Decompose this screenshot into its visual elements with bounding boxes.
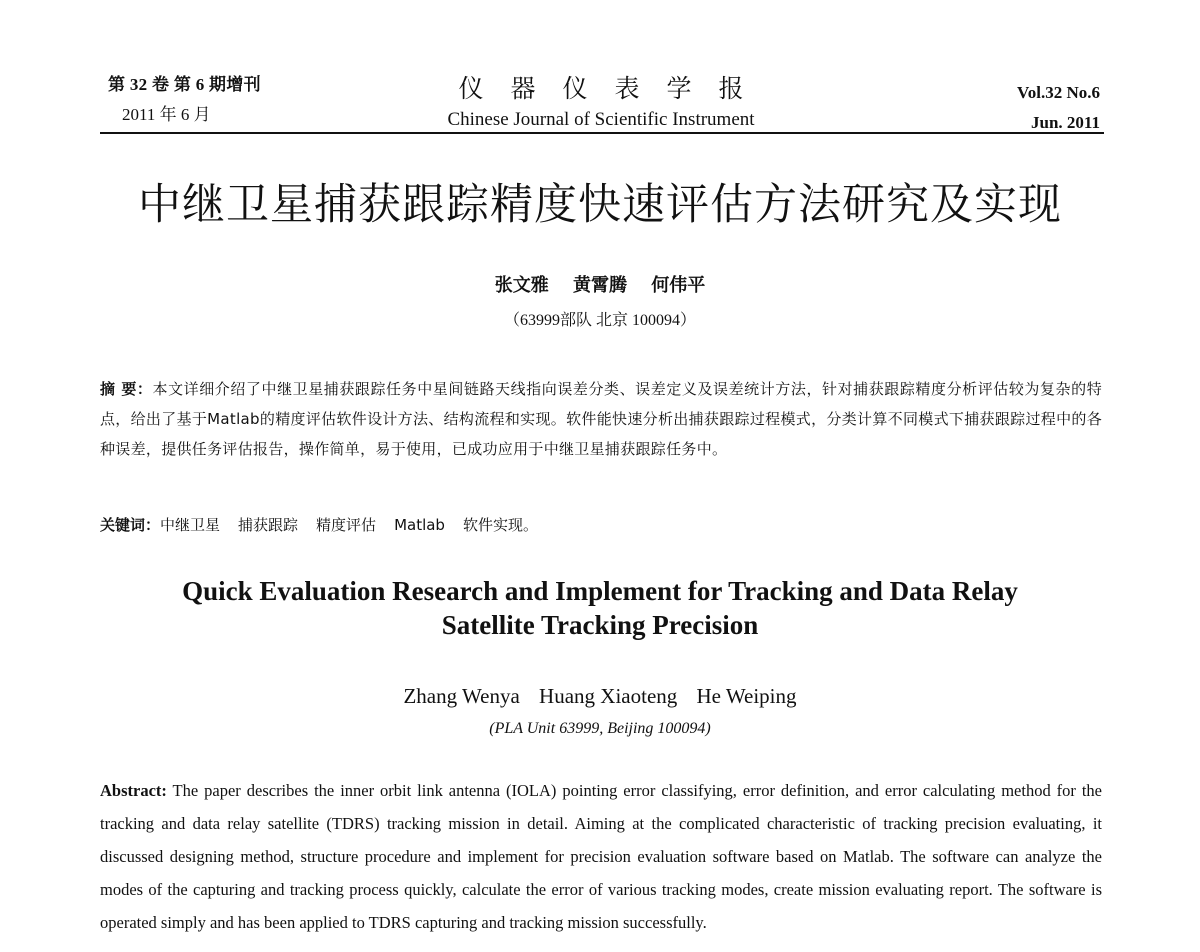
keyword-cn: 捕获跟踪 [238,516,299,534]
keywords-cn [100,512,1102,538]
article-title-en-line1: Quick Evaluation Research and Implement for Tracking and Data Relay [182,576,1018,606]
keyword-cn: Matlab [394,516,445,534]
author-en: He Weiping [696,684,797,708]
article-title-en-line2: Satellite Tracking Precision [441,610,759,640]
keyword-cn: 中继卫星 [160,516,221,534]
author-en: Zhang Wenya [403,684,520,708]
article-title-cn: 中继卫星捕获跟踪精度快速评估方法研究及实现 [138,180,1062,230]
author-en: Huang Xiaoteng [539,684,678,708]
keyword-cn: 软件实现。 [462,516,538,534]
abstract-text-cn: 本文详细介绍了中继卫星捕获跟踪任务中星间链路天线指向误差分类、误差定义及误差统计方法，针对捕获跟踪精度分析评估较为复杂的特点，给出了基于Matlab的精度评估软件设计方法、结构流程和实现。软件能快速分析出捕获跟踪过程模式，分类计算不同模式下捕获跟踪过程中的各种误差，提供任务评估报告，操作简单，易于使用，已成功应用于中继卫星捕获跟踪任务中。 [100,380,1102,458]
header-volume-issue: 第 32 卷 第 6 期增刊 [108,75,261,94]
abstract-label-en: Abstract: [100,781,167,800]
header-date-en: Jun. 2011 [1031,113,1100,132]
header-journal-name [100,74,1102,132]
author-cn: 张文雅 [494,275,549,296]
authors-cn [0,274,1200,298]
journal-name-en: Chinese Journal of Scientific Instrument [447,109,755,130]
article-title-en [0,574,1200,642]
journal-name-cn: 仪器仪表学报 [458,74,771,103]
abstract-label-cn: 摘 要： [100,380,153,398]
header-rule [100,132,1104,134]
header-vol-info [1017,74,1100,134]
running-header [100,74,1102,132]
header-volume-en: Vol.32 No.6 [1017,83,1100,102]
abstract-cn [100,374,1102,464]
abstract-text-en: The paper describes the inner orbit link antenna (IOLA) pointing error classifying, error definition, and error calculating method for the tracking and data relay satellite (TDRS) tracking mission in detail. Aiming at the complicated characteristic of tracking precision evaluating, it discussed designing method, structure procedure and implement for precision evaluation software based on Matlab. The software can analyze the modes of the capturing and tracking process quickly, calculate the error of various tracking modes, create mission evaluating report. The software is operated simply and has been applied to TDRS capturing and tracking mission successfully. [100,781,1102,932]
abstract-en [100,774,1102,952]
affiliation-cn: （63999部队 北京 100094） [503,312,696,329]
header-date-cn: 2011 年 6 月 [122,105,211,124]
keyword-cn: 精度评估 [316,516,377,534]
affiliation-en: (PLA Unit 63999, Beijing 100094) [489,720,711,737]
authors-en [0,682,1200,710]
author-cn: 何伟平 [651,275,706,296]
keywords-label-cn: 关键词： [100,516,161,534]
author-cn: 黄霄腾 [573,275,627,296]
